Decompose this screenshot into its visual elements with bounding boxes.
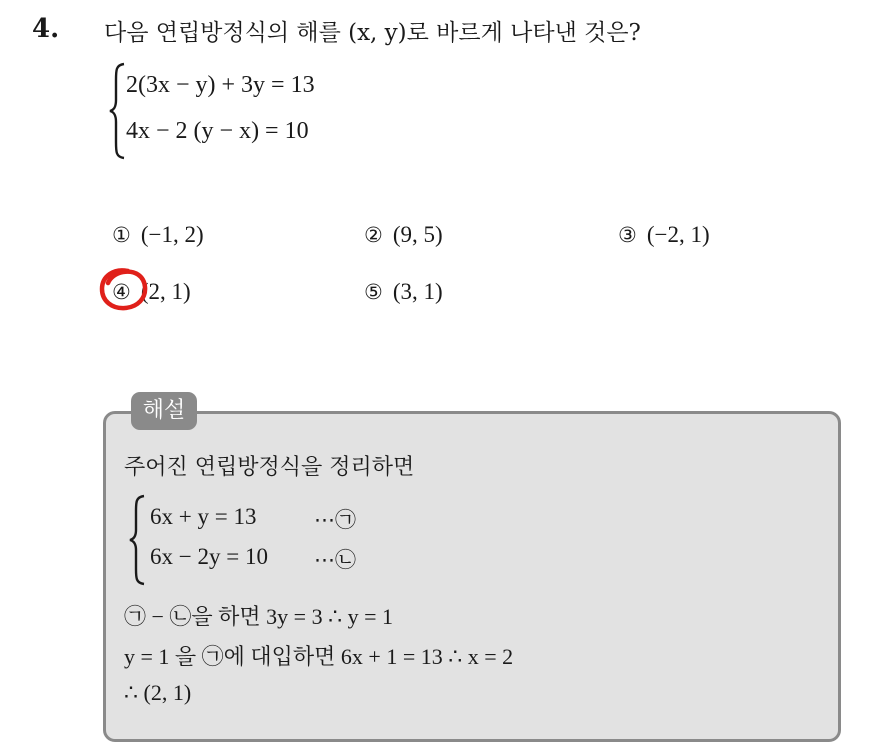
question-number: 4. [32,14,60,44]
choice-1-mark: ① [112,223,131,247]
solution-intro: 주어진 연립방정식을 정리하면 [124,455,415,480]
choice-2-mark: ② [364,223,383,247]
solution-equation-1: 6x + y = 13 [150,504,257,529]
choice-5-value: (3, 1) [392,279,443,304]
question-equation-2: 4x − 2 (y − x) = 10 [126,118,309,144]
choice-5[interactable] [364,279,443,305]
choice-1[interactable] [112,222,204,248]
solution-step-3: ∴ (2, 1) [124,680,192,705]
solution-left-brace-icon [128,494,146,586]
solution-step-1: ㉠ − ㉡을 하면 3y = 3 ∴ y = 1 [124,604,393,629]
choice-3-value: (−2, 1) [646,222,710,247]
question-equation-1: 2(3x − y) + 3y = 13 [126,72,315,98]
solution-equation-2-ref: ⋯㉡ [314,548,356,572]
question-text: 다음 연립방정식의 해를 (x, y)로 바르게 나타낸 것은? [104,20,641,46]
choice-4-value: (2, 1) [140,279,191,304]
solution-equation-1-ref: ⋯㉠ [314,508,356,532]
answer-circle-icon [98,265,150,313]
left-brace-icon [108,62,126,160]
question-equation-system [108,62,368,160]
choice-2-value: (9, 5) [392,222,443,247]
solution-step-2: y = 1 을 ㉠에 대입하면 6x + 1 = 13 ∴ x = 2 [124,644,514,669]
choice-5-mark: ⑤ [364,280,383,304]
choice-1-value: (−1, 2) [140,222,204,247]
solution-equation-system [128,494,428,586]
solution-equation-2: 6x − 2y = 10 [150,544,268,569]
choice-3[interactable] [618,222,710,248]
choice-4-mark: ④ [112,280,131,304]
choice-3-mark: ③ [618,223,637,247]
solution-tag: 해설 [131,392,197,430]
choice-2[interactable] [364,222,443,248]
